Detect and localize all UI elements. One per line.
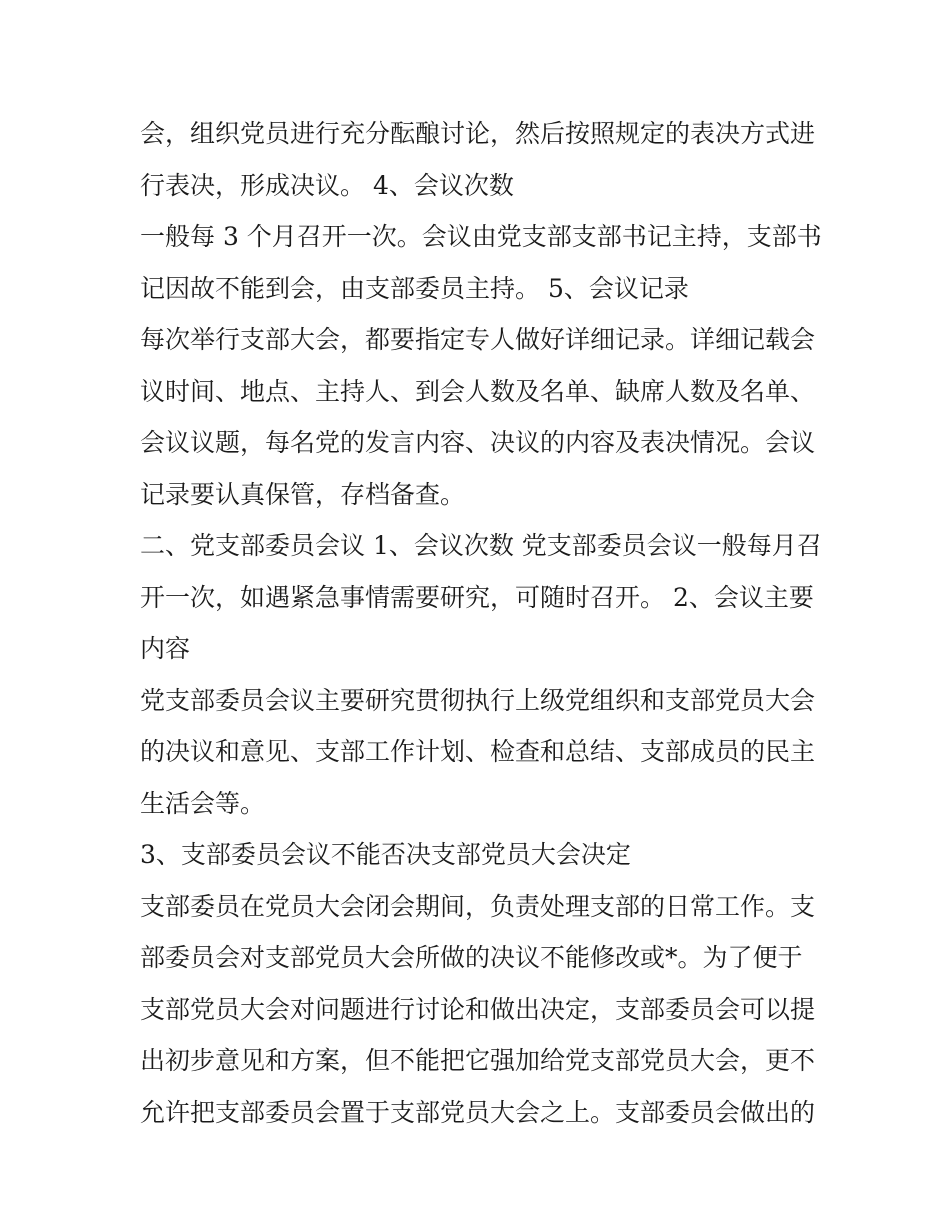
text-line: 二、党支部委员会议 1、会议次数 党支部委员会议一般每月召 — [140, 531, 822, 560]
text-line: 3、支部委员会议不能否决支部党员大会决定 — [140, 840, 631, 869]
text-line: 内容 — [140, 634, 191, 663]
text-line: 生活会等。 — [140, 788, 266, 818]
text-line: 的决议和意见、支部工作计划、检查和总结、支部成员的民主 — [140, 737, 816, 766]
text-line: 支部委员在党员大会闭会期间，负责处理支部的日常工作。支 — [140, 891, 816, 921]
text-line: 党支部委员会议主要研究贯彻执行上级党组织和支部党员大会 — [140, 685, 816, 715]
document-body — [140, 108, 820, 1138]
text-line: 开一次，如遇紧急事情需要研究，可随时召开。 2、会议主要 — [140, 582, 814, 612]
text-line: 行表决，形成决议。 4、会议次数 — [140, 170, 514, 200]
text-line: 记因故不能到会，由支部委员主持。 5、会议记录 — [140, 273, 689, 303]
text-line: 出初步意见和方案，但不能把它强加给党支部党员大会，更不 — [140, 1046, 816, 1075]
text-line: 允许把支部委员会置于支部党员大会之上。支部委员会做出的 — [140, 1097, 816, 1127]
text-line: 部委员会对支部党员大会所做的决议不能修改或*。为了便于 — [140, 943, 803, 972]
text-line: 支部党员大会对问题进行讨论和做出决定，支部委员会可以提 — [140, 994, 816, 1024]
text-line: 一般每 3 个月召开一次。会议由党支部支部书记主持，支部书 — [140, 222, 822, 251]
text-line: 记录要认真保管，存档备查。 — [140, 479, 466, 509]
text-line: 会，组织党员进行充分酝酿讨论，然后按照规定的表决方式进 — [140, 119, 816, 148]
text-line: 每次举行支部大会，都要指定专人做好详细记录。详细记载会 — [140, 325, 816, 354]
text-line: 会议议题，每名党的发言内容、决议的内容及表决情况。会议 — [140, 428, 816, 457]
text-line: 议时间、地点、主持人、到会人数及名单、缺席人数及名单、 — [140, 376, 816, 406]
